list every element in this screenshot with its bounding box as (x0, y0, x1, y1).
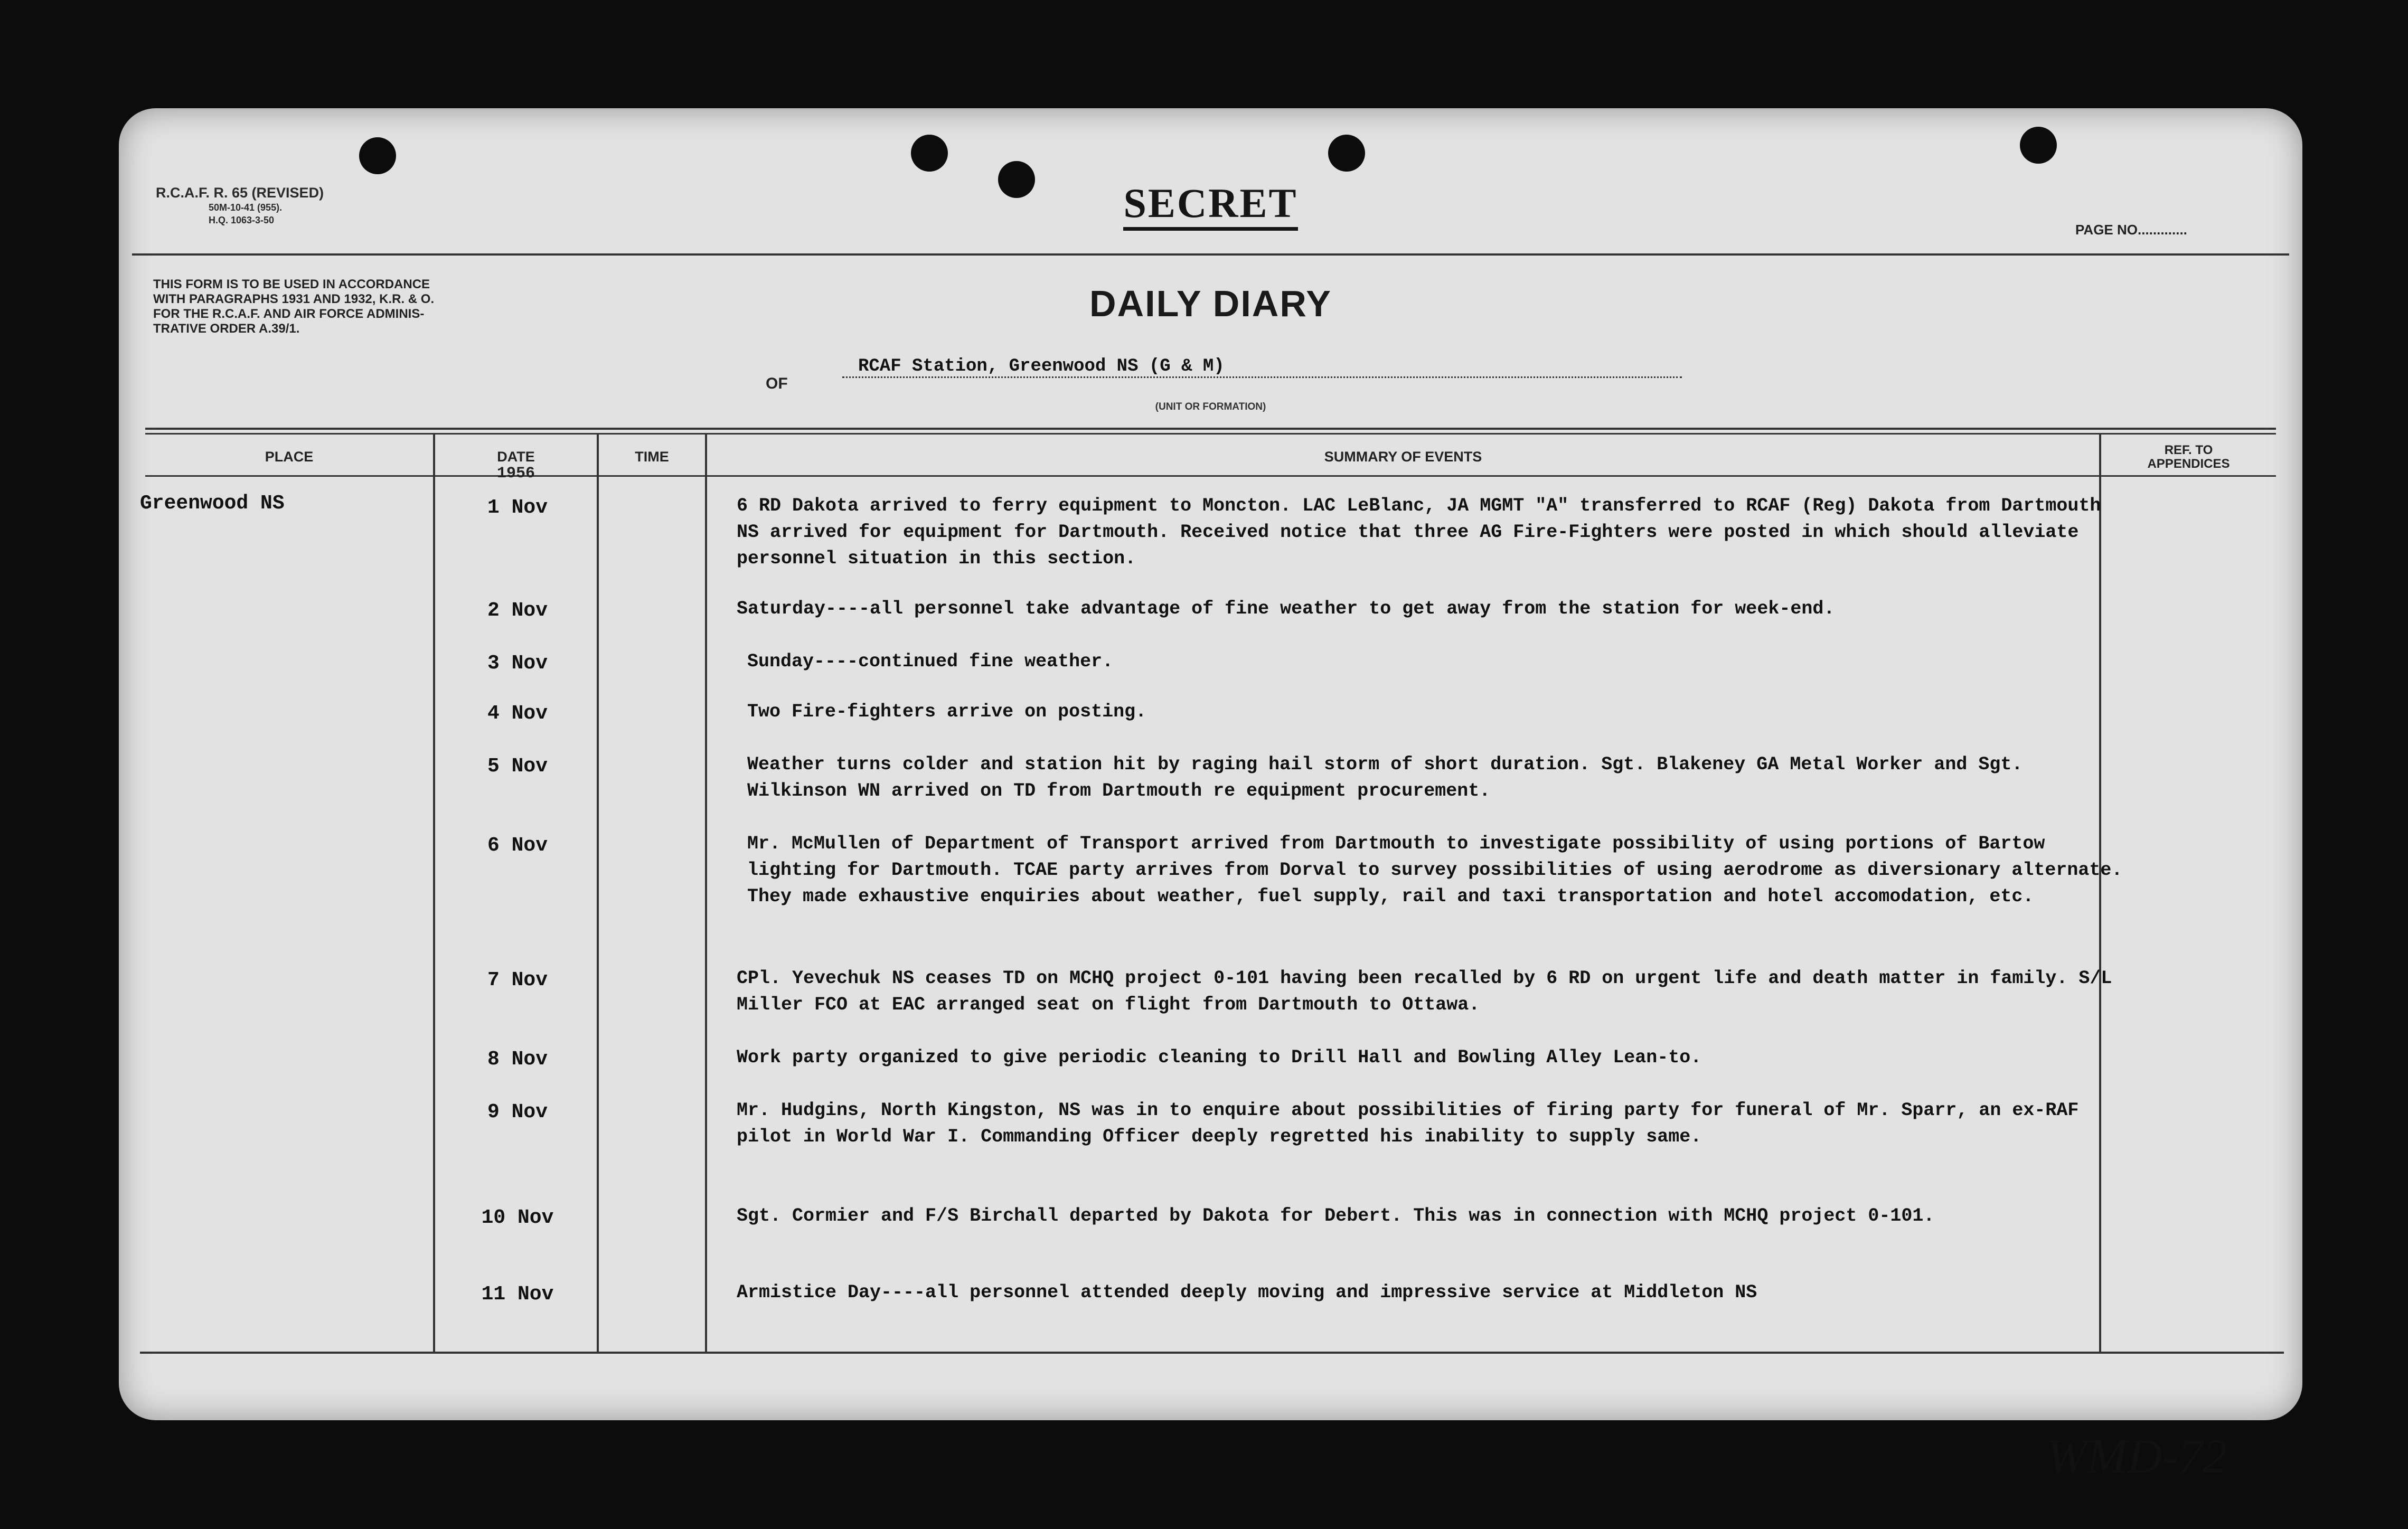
header-rule (132, 253, 2289, 256)
punch-hole (1328, 135, 1365, 172)
table-bottom-rule (140, 1352, 2284, 1354)
column-header-date: DATE (497, 449, 535, 465)
entry-date: 4 Nov (487, 702, 548, 725)
entry-summary: Armistice Day----all personnel attended deeply moving and impressive service at Middleton NS (737, 1282, 1757, 1303)
classification-heading: SECRET (119, 180, 2302, 227)
entry-summary: Sgt. Cormier and F/S Birchall departed by Dakota for Debert. This was in connection with MCHQ project 0-101. (737, 1205, 1935, 1226)
form-id-line: R.C.A.F. R. 65 (REVISED) (156, 185, 324, 201)
column-divider (705, 433, 707, 1352)
form-id-line: 50M-10-41 (955). (209, 202, 283, 213)
diary-sheet (119, 108, 2302, 1483)
entry-date: 11 Nov (481, 1283, 554, 1306)
ref-header-line: APPENDICES (2147, 457, 2230, 471)
entry-summary: CPl. Yevechuk NS ceases TD on MCHQ project 0-101 having been recalled by 6 RD on urgent life and death matter in family. S/L Miller FCO at EAC arranged seat on flight from Dartmouth to Ottawa. (737, 968, 2112, 1015)
page-number-label: PAGE NO............. (2075, 222, 2187, 238)
unit-name: RCAF Station, Greenwood NS (G & M) (842, 356, 1682, 378)
table-top-rule (145, 433, 2276, 435)
form-id-line: H.Q. 1063-3-50 (209, 215, 275, 225)
year-label: 1956 (496, 465, 535, 483)
column-header-ref (2101, 443, 2276, 471)
note-line: FOR THE R.C.A.F. AND AIR FORCE ADMINIS- (153, 307, 425, 321)
place-value: Greenwood NS (140, 492, 285, 515)
entry-summary: 6 RD Dakota arrived to ferry equipment to Moncton. LAC LeBlanc, JA MGMT "A" transferred to RCAF (Reg) Dakota from Dartmouth NS arrived for equipment for Dartmouth. Received notice that three AG Fire-Fighters were posted in which should alleviate personnel situation in this section. (737, 495, 2101, 569)
entry-date: 9 Nov (487, 1101, 548, 1124)
ref-header-line: REF. TO (2164, 443, 2213, 457)
column-header-time: TIME (635, 449, 669, 465)
entry-summary: Two Fire-fighters arrive on posting. (747, 701, 1147, 722)
note-line: THIS FORM IS TO BE USED IN ACCORDANCE (153, 277, 430, 291)
entry-date: 6 Nov (487, 834, 548, 857)
table-top-rule (145, 428, 2276, 430)
entry-date: 5 Nov (487, 755, 548, 778)
entry-summary: Saturday----all personnel take advantage of fine weather to get away from the station for week-end. (737, 598, 1835, 619)
handwritten-mark: WMD-72 (2046, 1429, 2227, 1483)
punch-hole (2020, 127, 2057, 164)
entry-summary: Work party organized to give periodic cleaning to Drill Hall and Bowling Alley Lean-to. (737, 1047, 1702, 1068)
entry-date: 8 Nov (487, 1048, 548, 1071)
diary-title: DAILY DIARY (1089, 283, 1332, 324)
unit-caption: (UNIT OR FORMATION) (1155, 401, 1266, 412)
entry-summary: Mr. McMullen of Department of Transport arrived from Dartmouth to investigate possibility of using portions of Bartow lighting for Dartmouth. TCAE party arrives from Dorval to survey possibilities of using aerodrome as diversionary alternate. They made exhaustive enquiries about weather, fuel supply, rail and taxi transportation and hotel accomodation, etc. (747, 833, 2123, 907)
note-line: WITH PARAGRAPHS 1931 AND 1932, K.R. & O. (153, 292, 435, 306)
note-line: TRATIVE ORDER A.39/1. (153, 322, 300, 336)
entry-date: 10 Nov (481, 1206, 554, 1229)
entry-date: 1 Nov (487, 496, 548, 519)
of-label: OF (766, 375, 788, 392)
column-header-summary: SUMMARY OF EVENTS (1324, 449, 1482, 465)
punch-hole (911, 135, 948, 172)
column-header-place: PLACE (265, 449, 314, 465)
entry-date: 2 Nov (487, 599, 548, 622)
entry-summary: Mr. Hudgins, North Kingston, NS was in to enquire about possibilities of firing party for funeral of Mr. Sparr, an ex-RAF pilot in World War I. Commanding Officer deeply regretted his inability to supply same. (737, 1100, 2079, 1147)
entry-summary: Weather turns colder and station hit by raging hail storm of short duration. Sgt. Blakeney GA Metal Worker and Sgt. Wilkinson WN arrived on TD from Dartmouth re equipment procurement. (747, 754, 2023, 801)
entry-date: 3 Nov (487, 652, 548, 675)
punch-hole (359, 137, 396, 174)
entry-date: 7 Nov (487, 969, 548, 992)
entry-summary: Sunday----continued fine weather. (747, 651, 1114, 672)
